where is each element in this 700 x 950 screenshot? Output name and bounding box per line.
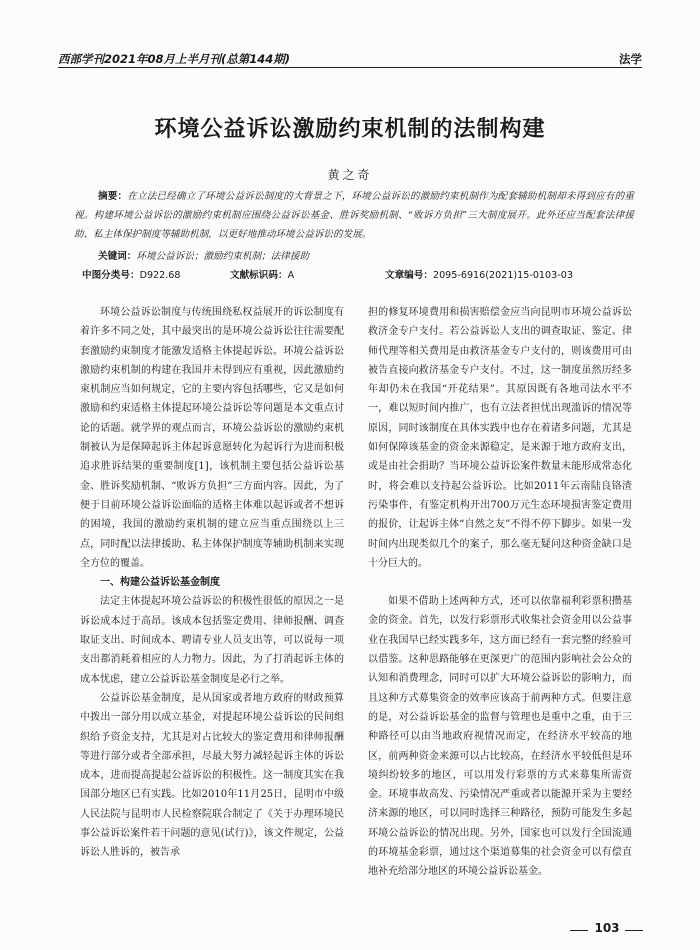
body-paragraph: 公益诉讼基金制度，是从国家或者地方政府的财政预算中拨出一部分用以成立基金，对提起环境公益诉讼的民间组织给予资金支持，尤其是对占比较大的鉴定费用和律师报酬等进行部分或者全部承担，尽最大努力减轻起诉主体的诉讼成本，进而提高提起公益诉讼的积极性。这一制度其实在我国部分地区已有实践。比如2010年11月25日，昆明市中级人民法院与昆明市人民检察院联合制定了《关于办理环境民事公益诉讼案件若干问题的意见(试行)》，该文件规定，公益诉讼人胜诉的，被告承 <box>80 692 344 859</box>
article-no-value: 2095-6916(2021)15-0103-03 <box>432 270 573 281</box>
keywords <box>74 247 634 266</box>
body-paragraph-continued: 担的修复环境费用和损害赔偿金应当向昆明市环境公益诉讼救济金专户支付。若公益诉讼人支出的调查取证、鉴定、律师代理等相关费用是由救济基金专户支付的，则该费用可由被告直接向救济基金专户支付。不过，这一制度虽然历经多年却仍未在我国“开花结果”。其原因既有各地司法水平不一，难以短时间内推广，也有立法者担忧出现滥诉的情况等原因，同时该制度在具体实践中也存在着诸多问题，尤其是如何保障该基金的资金来源稳定，是来源于地方政府支出，或是由社会捐助？当环境公益诉讼案件数量未能形成常态化时，将会难以支持起公益诉讼。比如2011年云南陆良铬渣污染事件，有鉴定机构开出700万元生态环境损害鉴定费用的报价，让起诉主体“自然之友”不得不停下脚步。如果一发时间内出现类似几个的案子，那么毫无疑问这种资金缺口是十分巨大的。 <box>368 307 632 569</box>
doc-label: 文献标识码： <box>230 270 288 281</box>
body-paragraph: 法定主体提起环境公益诉讼的积极性很低的原因之一是诉讼成本过于高昂。该成本包括鉴定费用、律师报酬、调查取证支出、时间成本、聘请专业人员支出等，可以说每一项支出都消耗着相应的人力物力。因此，为了打消起诉主体的成本忧虑，建立公益诉讼基金制度是必行之举。 <box>80 596 344 685</box>
doc-value: A <box>287 270 295 281</box>
author-name: 黄之奇 <box>327 168 373 182</box>
body-paragraph: 环境公益诉讼制度与传统围绕私权益展开的诉讼制度有着许多不同之处，其中最突出的是环境公益诉讼往往需要配套激励约束制度才能激发适格主体提起诉讼。环境公益诉讼激励约束机制的构建在我国并未得到应有重视，因此激励约束机制应当如何规定，它的主要内容包括哪些，它又是如何激励和约束适格主体提起环境公益诉讼等问题是本文重点讨论的话题。就学界的观点而言，环境公益诉讼的激励约束机制被认为是保障起诉主体起诉意愿转化为起诉行为进而积极追求胜诉结果的重要制度[1]，该机制主要包括公益诉讼基金、胜诉奖励机制、“败诉方负担”三方面内容。因此，为了便于目前环境公益诉讼面临的适格主体难以起诉或者不想诉的困境，我国的激励约束机制的建立应当重点围绕以上三点，同时配以法律援助、私主体保护制度等辅助机制来实现全方位的覆盖。 <box>80 307 344 569</box>
clc-label: 中图分类号： <box>82 270 140 281</box>
header-rule <box>58 67 642 68</box>
body-column-left <box>80 303 344 863</box>
document-code <box>230 266 294 285</box>
journal-issue: 西部学刊2021年08月上半月刊(总第144期) <box>58 52 291 66</box>
section-label: 法学 <box>619 52 642 66</box>
body-column-right <box>368 303 632 882</box>
article-no-label: 文章编号： <box>385 270 433 281</box>
abstract-label: 摘要： <box>98 191 128 202</box>
keywords-text: 环境公益诉讼；激励约束机制；法律援助 <box>136 251 310 262</box>
abstract <box>74 187 634 244</box>
page-number: 103 <box>594 921 620 935</box>
clc-value: D922.68 <box>139 270 181 281</box>
abstract-text: 在立法已经确立了环境公益诉讼制度的大背景之下，环境公益诉讼的激励约束机制作为配套辅助机制却未得到应有的重视。构建环境公益诉讼的激励约束机制应围绕公益诉讼基金、胜诉奖励机制、“败诉方负担”三大制度展开。此外还应当配套法律援助、私主体保护制度等辅助机制，以更好地推动环境公益诉讼的发展。 <box>74 191 635 240</box>
running-head <box>58 47 642 67</box>
keywords-label: 关键词： <box>98 251 137 262</box>
body-paragraph: 如果不借助上述两种方式，还可以依靠福利彩票积攒基金的资金。首先，以发行彩票形式收集社会资金用以公益事业在我国早已经实践多年，这方面已经有一套完整的经验可以借鉴。这种思路能够在更深更广的范围内影响社会公众的认知和消费理念，同时可以扩大环境公益诉讼的影响力，而且这种方式募集资金的效率应该高于前两种方式。但要注意的是，对公益诉讼基金的监督与管理也是重中之重，由于三种路径可以由当地政府视情况而定，在经济水平较高的地区，前两种资金来源可以占比较高，在经济水平较低但是环境纠纷较多的地区，可以用发行彩票的方式来募集所需资金。环境事故高发、污染情况严重或者以能源开采为主要经济来源的地区，可以同时选择三种路径，预防可能发生多起环境公益诉讼的情况出现。另外，国家也可以发行全国流通的环境基金彩票，通过这个渠道募集的社会资金可以有偿直地补充给部分地区的环境公益诉讼基金。 <box>368 596 632 878</box>
article-title: 环境公益诉讼激励约束机制的法制构建 <box>154 117 546 142</box>
section-heading: 一、构建公益诉讼基金制度 <box>100 577 220 589</box>
footer-dash-right <box>625 930 643 931</box>
article-number <box>385 266 573 285</box>
clc-number <box>82 266 181 285</box>
